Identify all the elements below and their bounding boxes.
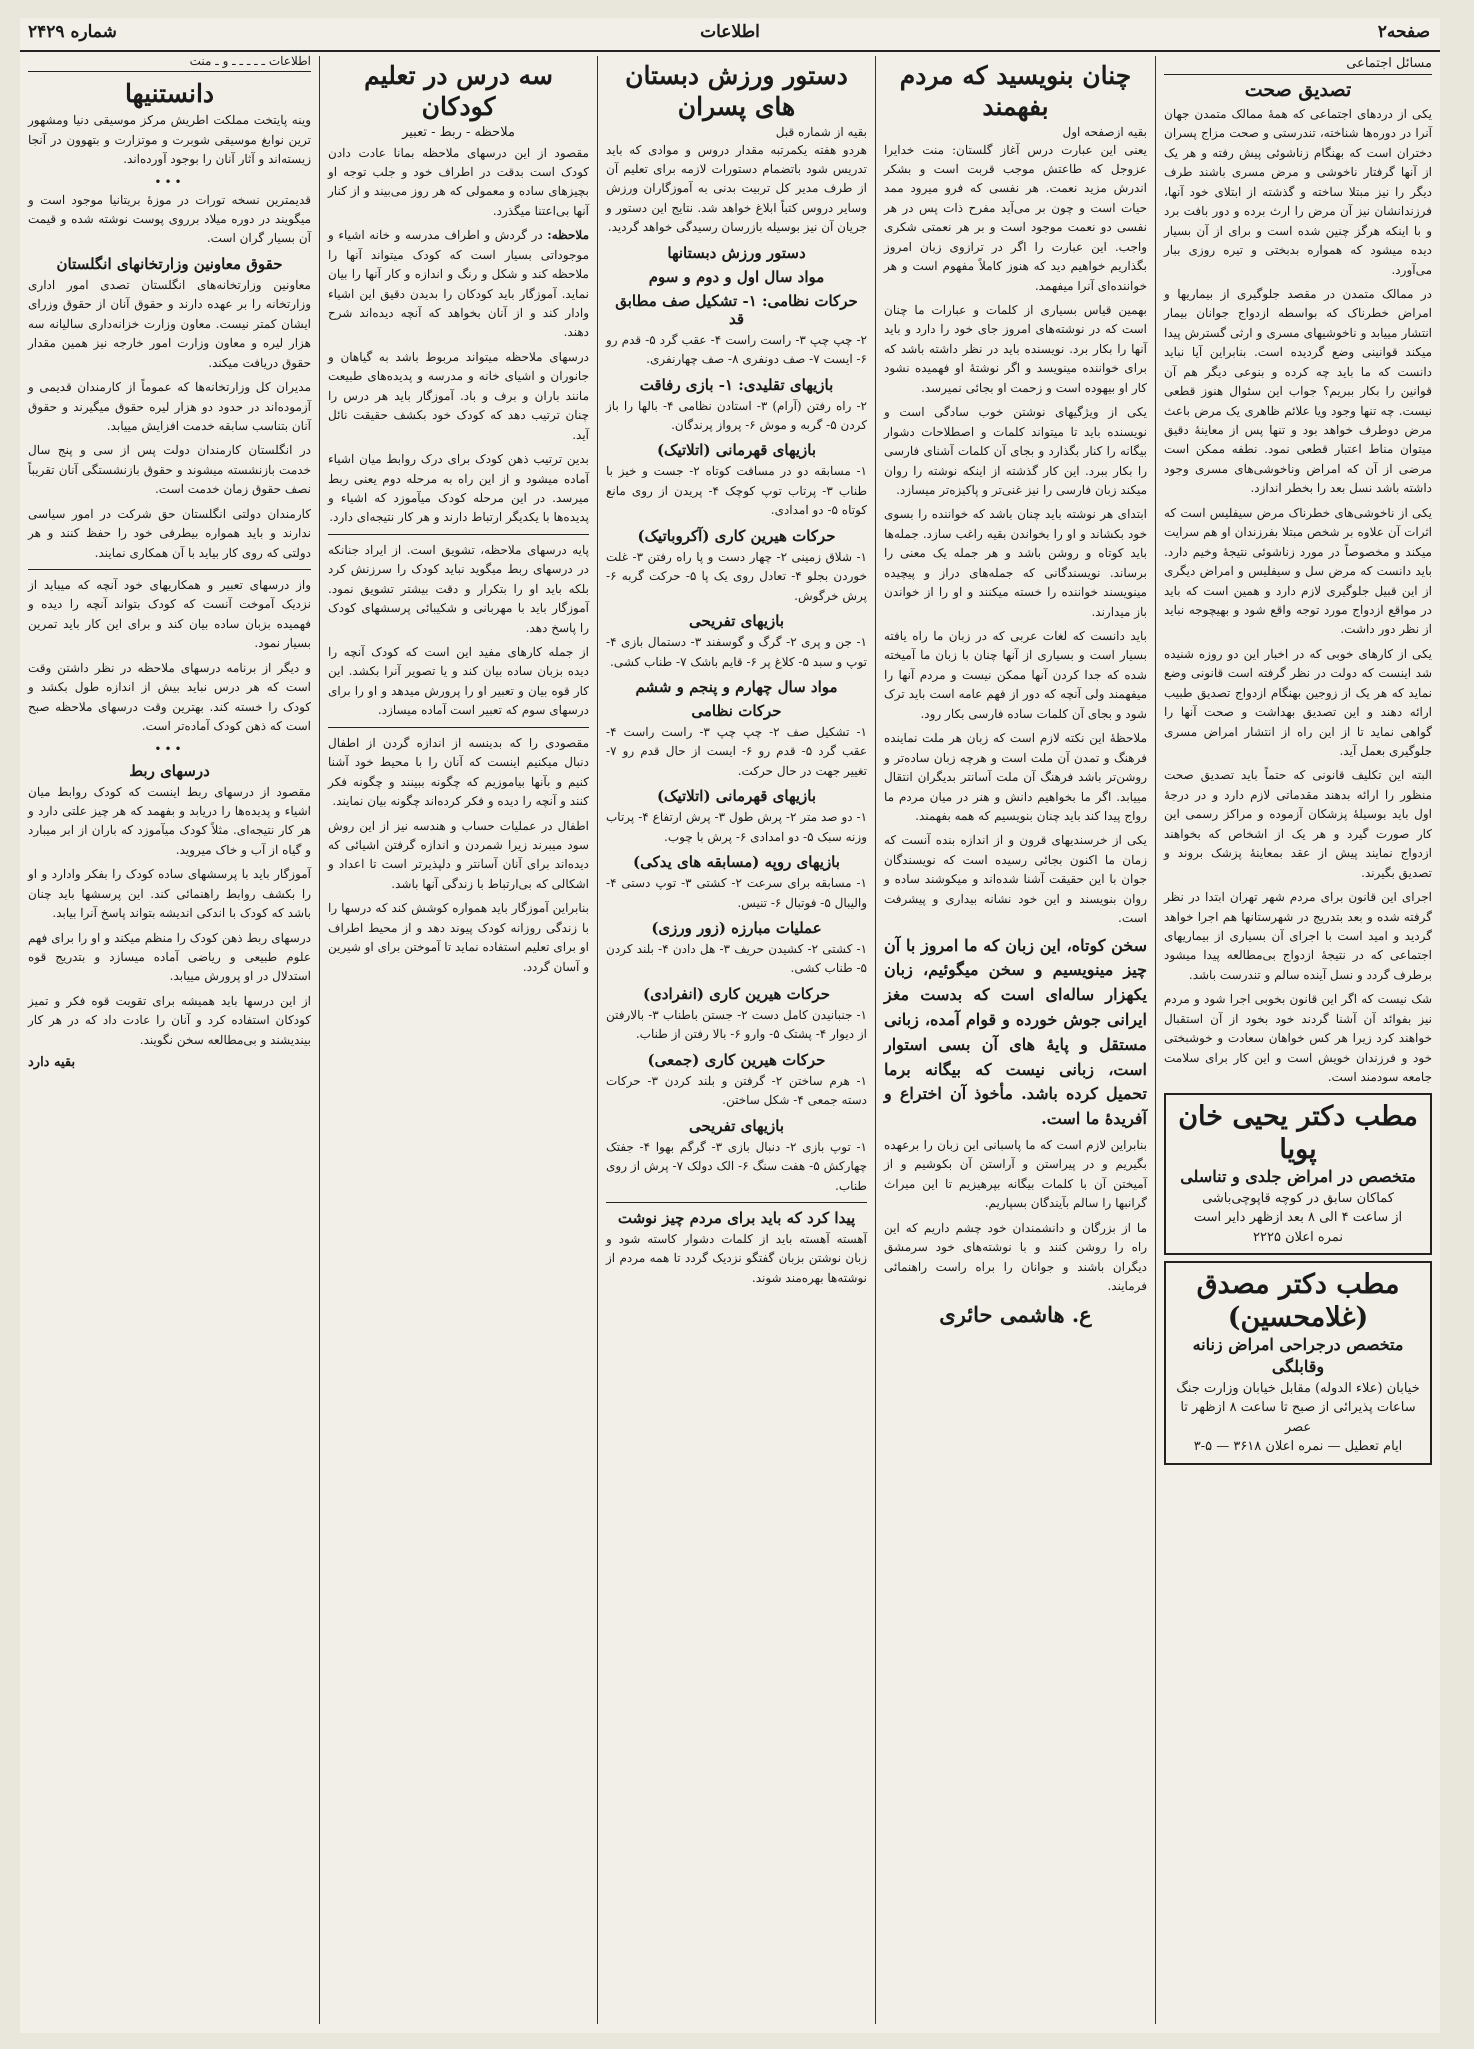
article-paragraph: ۱- مسابقه دو در مسافت کوتاه ۲- جست و خیز با طناب ۳- پرتاب توپ کوچک ۴- پریدن از روی مانع کوتاه ۵- دو امدادی. [606, 464, 867, 518]
article-title: دانستنیها [124, 79, 215, 108]
section-heading: پیدا کرد که باید برای مردم چیز نوشت [617, 1208, 856, 1227]
ad-specialty: متخصص درجراحی امراض زنانه وقابلگی [1192, 1334, 1404, 1377]
column-health-certificate [1156, 54, 1440, 2029]
article-paragraph: پایه درسهای ملاحظه، تشویق است. از ایراد جنانکه در درسهای ربط میگوید نباید کودک را سرزنش کرد بلکه باید او را بتکرار و دقت بیشتر تشویق نمود. آموزگار باید با مهربانی و شکیبائی پرسشهای کودک را پاسخ دهد. [328, 542, 589, 635]
section-heading: عملیات مبارزه (زور ورزی) [651, 919, 822, 937]
separator-mark: ••• [154, 741, 185, 756]
divider [328, 534, 589, 535]
article-paragraph: بنابراین لازم است که ما پاسبانی این زبان را برعهده بگیریم و در پیراستن و آراستن آن بکوشیم و از آمیختن آن با کلمات بیگانه بپرهیزیم تا این میراث گرانبها را سالم بآیندگان بسپاریم. [884, 1137, 1147, 1211]
article-paragraph: مقصودی را که بدینسه از اندازه گردن از اطفال دنبال میکنیم اینست که آنان را با محیط خود آشنا کنیم و بآنها بیاموزیم که چگونه ببینند و چگونه فکر کنند و آنچه را دیده و فکر کرده‌اند چگونه بیان نمایند. [328, 735, 589, 809]
article-paragraph: مدیران کل وزارتخانه‌ها که عموماً از کارمندان قدیمی و آزموده‌اند در حدود دو هزار لیره حقوق میگیرند و حقوق آنان بتناسب سابقه خدمت افزایش مییابد. [28, 380, 311, 433]
ad-title: مطب دکتر مصدق (غلامحسین) [1196, 1269, 1400, 1333]
article-paragraph: کارمندان دولتی انگلستان حق شرکت در امور سیاسی ندارند و باید همواره بیطرفی خود را حفظ کنند و هر دولتی که روی کار بیاید با آن همکاری نمایند. [28, 506, 311, 560]
section-heading: درسهای ربط [129, 761, 210, 780]
article-paragraph: درسهای ربط ذهن کودک را منظم میکند و او را برای فهم علوم طبیعی و ریاضی آماده میسازد و بتدریج قوه استدلال در او پرورش مییابد. [28, 930, 311, 984]
article-paragraph: ۱- تشکیل صف ۲- چپ چپ ۳- راست راست ۴- عقب گرد ۵- قدم رو ۶- ایست از حال قدم رو ۷- تغییر جهت در حال حرکت. [606, 724, 867, 778]
article-paragraph: وینه پایتخت مملکت اطریش مرکز موسیقی دنیا ومشهور ترین نوابغ موسیقی شوبرت و موتزارت و بتهوون در آنجا زیسته‌اند و آثار آنان را بوجود آورده‌اند. [28, 113, 311, 167]
article-title: تصدیق صحت [1244, 79, 1352, 101]
section-heading: بازیهای قهرمانی (اتلاتیک) [656, 787, 817, 806]
article-paragraph: اطفال در عملیات حساب و هندسه نیز از این روش سود میبرند زیرا شمردن و اندازه گرفتن اشیائی که دیده‌اند برای آنان آسانتر و دلپذیرتر است تا اعداد و اشکالی که بی‌ارتباط با زندگی آنها باشد. [328, 818, 589, 891]
section-heading: حرکات نظامی [691, 701, 782, 720]
issue-number: شماره ۲۴۲۹ [28, 22, 117, 42]
article-paragraph: یعنی این عبارت درس آغاز گلستان: منت خدایرا عزوجل که طاعتش موجب قربت است و بشکر اندرش مزید نعمت. هر نفسی که فرو میرود ممد حیات است و چون بر می‌آید مفرح ذات پس در هر نفسی دو نعمت موجود است و بر هر نعمتی شکری واجب. این عبارت را اگر در ترازوی زبان امروز بگذاریم خواهیم دید که هنوز کاملاً مفهوم است و هر خواننده‌ای آنرا میفهمد. [884, 142, 1147, 293]
ad-address: کماکان سابق در کوچه قاپوچی‌باشی [1202, 1190, 1394, 1206]
article-paragraph: ۱- جنبانیدن کامل دست ۲- جستن باطناب ۳- بالارفتن از دیوار ۴- پشتک ۵- وارو ۶- بالا رفتن از طناب. [606, 1007, 867, 1042]
ad-address: خیابان (علاء الدوله) مقابل خیابان وزارت جنگ [1176, 1380, 1420, 1396]
lead-word: ملاحظه: [547, 228, 589, 243]
newspaper-name: اطلاعات [700, 22, 760, 42]
article-paragraph: ۱- توپ بازی ۲- دنبال بازی ۳- گرگم بهوا ۴- جفتک چهارکش ۵- هفت سنگ ۶- الک دولک ۷- پرش از روی طناب. [606, 1139, 868, 1193]
continued-from: بقیه از شماره قبل [775, 124, 867, 139]
section-heading: بازیهای تفریحی [688, 1116, 784, 1135]
article-paragraph: قدیمترین نسخه تورات در موزهٔ بریتانیا موجود است و میگویند در دوره میلاد برروی پوست نوشته شده و قیمت آن بسیار گران است. [28, 192, 311, 246]
article-paragraph: آموزگار باید با پرسشهای ساده کودک را بفکر وادارد و او را بکشف روابط راهنمائی کند. این پرسشها باید چنان باشد که کودک با اندکی اندیشه بتواند پاسخ آنرا بیابد. [28, 867, 311, 921]
section-heading: حقوق معاونین وزارتخانهای انگلستان [56, 254, 283, 273]
section-heading: بازیهای تفریحی [688, 612, 784, 631]
author-signature: ع. هاشمی حائری [939, 1302, 1092, 1328]
ad-title: مطب دکتر یحیی خان پویا [1178, 1101, 1418, 1165]
article-paragraph: ۲- چپ چپ ۳- راست راست ۴- عقب گرد ۵- قدم رو ۶- ایست ۷- صف دونفری ۸- صف چهارنفری. [606, 332, 867, 367]
article-paragraph: هردو هفته یکمرتبه مقدار دروس و موادی که باید تدریس شود باتضمام دستورات لازمه برای تعلیم آن از طرف مدیر کل تربیت بدنی به آموزگاران ورزش وسایر دروس کتباً ابلاغ خواهد شد. نتایج این دستور و جریان آن نیز بوسیله بازرسان رسیدگی خواهد گردید. [606, 142, 867, 235]
section-kicker: اطلاعات ـ ـ ـ ـ ـ و ـ منت [28, 54, 311, 72]
article-paragraph: یکی از کارهای خوبی که در اخبار این دو روزه شنیده شد اینست که دولت در نظر گرفته است قانونی وضع نماید که هر یک از زوجین بهنگام ازدواج تصدیق طبیب ارائه دهند و این تصدیق بهداشت و صحت آنها را گواهی نماید تا از این راه از انتشار امراض مسری جلوگیری بعمل آید. [1164, 646, 1432, 758]
article-paragraph: معاونین وزارتخانه‌های انگلستان تصدی امور اداری وزارتخانه را بر عهده دارند و حقوق آنان از حقوق وزرای ایشان کمتر نیست. معاون وزارت خزانه‌داری سالیانه سه هزار لیره و معاون وزارت امور خارجه نیز همین مقدار حقوق دریافت میکند. [28, 277, 311, 370]
article-paragraph: از این درسها باید همیشه برای تقویت قوه فکر و تمیز کودکان استفاده کرد و آنان را عادت داد که در هر کار بیندیشند و بی‌مطالعه سخن نگویند. [28, 993, 311, 1047]
separator-mark: ••• [154, 174, 185, 189]
section-heading: بازیهای تقلیدی: ۱- بازی رفاقت [639, 375, 834, 394]
article-paragraph: واز درسهای تعبیر و همکاریهای خود آنچه که میباید از نزدیک آموخت آنست که کودک بتواند آنچه را دیده و فهمیده بزبان ساده بیان کند و برای این کار باید تمرین بسیار نمود. [28, 578, 311, 651]
masthead [20, 18, 1440, 52]
article-paragraph: مقصود از درسهای ربط اینست که کودک روابط میان اشیاء و پدیده‌ها را دریابد و بفهمد که هر چیز علتی دارد و هر کار نتیجه‌ای. مثلاً کودک میآموزد که باران از ابر میبارد و گیاه از آب و خاک میروید. [28, 784, 311, 857]
section-heading: حرکات نظامی: ۱- تشکیل صف مطابق قد [615, 291, 858, 328]
advertisement-pouya [1164, 1093, 1432, 1255]
section-heading: بازیهای روپه (مسابقه های یدکی) [633, 853, 840, 872]
ad-hours: ساعات پذیرائی از صبح تا ساعت ۸ ازظهر تا عصر [1180, 1400, 1416, 1435]
article-paragraph: ما از بزرگان و دانشمندان خود چشم داریم که این راه را روشن کنند و با نوشته‌های خود سرمشق دیگران باشند و جوانان را براه راست راهنمائی فرمایند. [884, 1220, 1147, 1293]
article-paragraph: یکی از دردهای اجتماعی که همهٔ ممالک متمدن جهان آنرا در دوره‌ها شناخته، تندرستی و صحت مزاج پسران دختران است که بهنگام زناشوئی پیش رفته و هر یک از آنها گرفتار ناخوشی و مرض مسری باشند طرف دیگر را نیز مبتلا ساخته و گذشته از ابتلای خود آنها، فرزندانشان نیز آن مرض را ارث برده و دور بافت برد و با اینکه هرگز چنین شده است و برای از آن بسیار دیده میشود که همواره بدبختی و تیره روزی ببار می‌آورد. [1164, 107, 1432, 277]
divider [328, 727, 589, 728]
article-subtitle: ملاحظه - ربط - تعبیر [402, 124, 515, 140]
advertisement-mosaddegh [1164, 1261, 1432, 1465]
column-sports-curriculum [598, 54, 875, 2029]
article-title: سه درس در تعلیم کودکان [364, 61, 553, 122]
section-heading: دستور ورزش دبستانها [667, 243, 806, 262]
article-paragraph: یکی از خرسندیهای قرون و از اندازه بنده آنست که زمان ما اکنون بجائی رسیده است که نویسندگان جوان با این حقیقت آشنا شده‌اند و میکوشند ساده و روان بنویسند و این خود نشانه بیداری و پیشرفت است. [884, 833, 1147, 926]
continued-from: بقیه ازصفحه اول [1062, 124, 1147, 139]
column-write-clearly [876, 54, 1155, 2029]
article-paragraph: بنابراین آموزگار باید همواره کوشش کند که درسها را با زندگی روزانه کودک پیوند دهد و از محیط اطراف او برای تعلیم استفاده نماید تا آموختن برای او شیرین و آسان گردد. [328, 901, 589, 974]
article-paragraph: آهسته آهسته باید از کلمات دشوار کاسته شود و زبان نوشتن بزبان گفتگو نزدیک گردد تا همه مردم از نوشته‌ها بهره‌مند شوند. [606, 1231, 867, 1285]
article-paragraph: ۱- هرم ساختن ۲- گرفتن و بلند کردن ۳- حرکات دسته جمعی ۴- شکل ساختن. [606, 1073, 867, 1108]
article-paragraph: ۱- کشتی ۲- کشیدن حریف ۳- هل دادن ۴- بلند کردن ۵- طناب کشی. [606, 942, 868, 976]
section-heading: حرکات هیرین کاری (آکروباتیک) [637, 526, 836, 545]
page-number: صفحه۲ [1377, 22, 1430, 42]
article-paragraph: مقصود از این درسهای ملاحظه بمانا عادت دادن کودک است بدقت در اطراف خود و جلب توجه او بچیزهای ساده و معمولی که هر روز می‌بیند و از کنار آنها بی‌اعتنا میگذرد. [328, 145, 589, 218]
article-paragraph: و دیگر از برنامه درسهای ملاحظه در نظر داشتن وقت است که هر درس نباید بیش از اندازه طول بکشد و کودک را خسته کند. بهترین وقت درسهای ملاحظه صبح است که ذهن کودک آماده‌تر است. [28, 660, 311, 734]
article-paragraph: یکی از ناخوشی‌های خطرناک مرض سیفلیس است که اثرات آن علاوه بر شخص مبتلا بفرزندان او هم سرایت میکند و مخصوصاً در مورد زناشوئی نتیجهٔ وخیم دارد. باید دانست که مرض سل و سیفلیس و امراض دیگری از این قبیل جلوگیری لازم دارد و همین است که باید در مواقع ازدواج مورد توجه واقع شود و بهیچوجه نباید از نظر دور داشت. [1164, 505, 1432, 637]
paragraph-text: در گردش و اطراف مدرسه و خانه اشیاء و موجوداتی بسیار است که کودک میتواند آنها را ملاحظه کند و شکل و رنگ و اندازه و کار آنها را بیان نماید. آموزگار باید کودکان را بدیدن دقیق این اشیاء وادار کند و از آنان بخواهد که آنچه دیده‌اند شرح دهند. [328, 228, 589, 340]
article-paragraph: ۱- دو صد متر ۲- پرش طول ۳- پرش ارتفاع ۴- پرتاب وزنه سبک ۵- دو امدادی ۶- پرش با چوب. [606, 810, 868, 844]
article-paragraph: در ممالک متمدن در مقصد جلوگیری از بیماریها و امراض خطرناک که بواسطه ازدواج جوانان بیمار انتشار مییابد و ناخوشیهای مسری و ارثی گسترش پیدا میکند قوانینی وضع گردیده است. بنابراین آیا نباید دانست که ما باید چه کرده و بنوعی دیگر هم آن قوانین را بکار ببریم؟ جواب این سئوال هنوز قطعی نیست. چه تنها وجود ویا علائم ظاهری یک مرض باعث مرض دوطرف خواهد بود و تنها پس از معاینهٔ دقیق میتوان مناط اعتبار قطعی نمود. نطفه ممکن است مرضی از آن که امراض وناخوشی‌های مسری وجود داشته باشد نسل بعد را بخطر اندازد. [1164, 286, 1432, 496]
article-paragraph: البته این تکلیف قانونی که حتماً باید تصدیق صحت منظور را ارائه بدهند مقدماتی لازم دارد و در درجهٔ اول باید بوسیلهٔ پزشکان آزموده و مراکز رسمی این کار صورت گیرد و هر یک از اشخاص که بخواهند ازدواج نمایند پیش از عقد بمعاینهٔ پزشک بروند و تصدیق بگیرند. [1164, 768, 1432, 880]
article-paragraph: شک نیست که اگر این قانون بخوبی اجرا شود و مردم نیز بفوائد آن آشنا گردند خود بخود از آن استقبال خواهند کرد زیرا هر کس خواهان سعادت و خوشبختی خود و فرزندان خویش است و این کار برای سلامت جامعه سودمند است. [1164, 992, 1432, 1084]
article-paragraph: از جمله کارهای مفید این است که کودک آنچه را دیده بزبان ساده بیان کند و یا تصویر آنرا بکشد. این کار قوه بیان و تعبیر او را پرورش میدهد و او را برای درسهای سوم که تعبیر است آماده میسازد. [328, 645, 589, 718]
divider [606, 1202, 867, 1203]
article-paragraph: ملاحظهٔ این نکته لازم است که زبان هر ملت نماینده فرهنگ و تمدن آن ملت است و هرچه زبان ساده‌تر و روشن‌تر باشد فرهنگ آن ملت آسانتر بدیگران انتقال مییابد. اگر ما بخواهیم دانش و هنر در میان مردم ما رواج پیدا کند باید چنان بنویسیم که همه بفهمند. [884, 731, 1147, 823]
section-heading: مواد سال چهارم و پنجم و ششم [635, 677, 838, 696]
divider [28, 569, 311, 570]
section-heading: مواد سال اول و دوم و سوم [648, 267, 825, 286]
article-paragraph: بدین ترتیب ذهن کودک برای درک روابط میان اشیاء آماده میشود و از این راه به مرحله دوم یعنی ربط میرسد. در این مرحله کودک میآموزد که اشیاء و پدیده‌ها با یکدیگر ارتباط دارند و هر کار نتیجه‌ای دارد. [328, 452, 589, 525]
article-paragraph: ۱- شلاق زمینی ۲- چهار دست و پا راه رفتن ۳- غلت خوردن بجلو ۴- تعادل روی یک پا ۵- حرکت گربه ۶- پرش خرگوش. [606, 549, 867, 603]
column-miscellany [20, 54, 319, 2029]
article-paragraph: ابتدای هر نوشته باید چنان باشد که خواننده را بسوی خود بکشاند و او را بخواندن بقیه راغب سازد. جمله‌ها باید کوتاه و روشن باشد و هر جمله یک معنی را برساند. نویسندگانی که جمله‌های دراز و پیچیده مینویسند خواننده را خسته میکنند و او را از خواندن باز میدارند. [884, 507, 1147, 619]
ad-specialty: متخصص در امراض جلدی و تناسلی [1180, 1167, 1416, 1187]
article-paragraph: ۲- راه رفتن (آرام) ۳- استادن نظامی ۴- بالها را باز کردن ۵- گربه و موش ۶- پرواز پرندگان. [606, 398, 867, 432]
ad-number: نمره اعلان ۲۲۲۵ [1253, 1229, 1343, 1245]
article-paragraph: اجرای این قانون برای مردم شهر تهران ابتدا در نظر گرفته شده و بعد بتدریج در شهرستانها هم اجرا خواهد گردید و امید است با اجرای آن بسیاری از بیماریهای اجتماعی که در نتیجهٔ ازدواج بی‌مطالعه پیدا میشود برطرف گردد و نسل آینده سالم و تندرست باشد. [1164, 890, 1432, 982]
section-heading: حرکات هیرین کاری (جمعی) [647, 1050, 826, 1069]
ad-number: ایام تعطیل — نمره اعلان ۳۶۱۸ — ۵-۳ [1193, 1439, 1403, 1455]
article-paragraph: بهمین قیاس بسیاری از کلمات و عبارات ما چنان است که در نوشته‌های امروز جای خود را دارد و باید آنها را بکار برد. نویسنده باید در نظر داشته باشد که برای خواننده مینویسد و اگر نوشتهٔ او فهمیده نشود کار او بیهوده است و زحمت او بجائی نمیرسد. [884, 303, 1147, 395]
article-paragraph: باید دانست که لغات عربی که در زبان ما راه یافته بسیار است و بسیاری از آنها چنان با زبان ما آمیخته شده که جدا کردن آنها ممکن نیست و مردم آنها را میفهمند ولی آنچه که دور از فهم عامه است باید ترک شود و بجای آن کلمات ساده فارسی بکار رود. [884, 629, 1147, 721]
ad-hours: از ساعت ۴ الی ۸ بعد ازظهر دایر است [1193, 1210, 1403, 1226]
section-heading: بازیهای قهرمانی (اتلاتیک) [656, 441, 817, 460]
to-be-continued: بقیه دارد [28, 1055, 76, 1071]
section-kicker: مسائل اجتماعی [1164, 56, 1432, 75]
article-paragraph: یکی از ویژگیهای نوشتن خوب سادگی است و نویسنده باید تا میتواند کلمات و اصطلاحات دشوار بیگانه را کنار بگذارد و بجای آن کلمات آشنای فارسی را بکار ببرد. این کار گذشته از اینکه نوشته را روان میکند زبان فارسی را نیز غنی‌تر و پاکیزه‌تر میسازد. [884, 405, 1147, 497]
article-title: چنان بنویسید که مردم بفهمند [899, 61, 1132, 122]
article-paragraph: درسهای ملاحظه میتواند مربوط باشد به گیاهان و جانوران و اشیای خانه و مدرسه و پدیده‌های طبیعت مانند باران و برف و باد. آموزگار باید هر درس را چنان ترتیب دهد که کودک خود بکشف حقیقت نائل آید. [328, 349, 589, 442]
article-title: دستور ورزش دبستان های پسران [625, 61, 848, 122]
article-paragraph: ۱- جن و پری ۲- گرگ و گوسفند ۳- دستمال بازی ۴- توپ و سبد ۵- کلاغ پر ۶- قایم باشک ۷- طناب کشی. [606, 635, 867, 669]
newspaper-page [20, 18, 1440, 2033]
article-paragraph [328, 226, 589, 343]
column-teaching-children [320, 54, 597, 2029]
section-heading: حرکات هیرین کاری (انفرادی) [642, 984, 831, 1003]
emphasized-paragraph: سخن کوتاه، این زبان که ما امروز با آن چیز مینویسیم و سخن میگوئیم، زبان یکهزار ساله‌ای است که بدست مغز ایرانی جوش خورده و قوام آمده، زبانی مستقل و پایهٔ های آن بسی استوار است، زبانی نیست که بیگانه برما تحمیل کرده باشد. مأخوذ آن اختراع و آفریدهٔ ما است. [884, 935, 1147, 1129]
article-paragraph: ۱- مسابقه برای سرعت ۲- کشتی ۳- توپ دستی ۴- والیبال ۵- فوتبال ۶- تنیس. [606, 876, 867, 910]
article-paragraph: در انگلستان کارمندان دولت پس از سی و پنج سال خدمت بازنشسته میشوند و حقوق بازنشستگی آنان تقریباً نصف حقوق زمان خدمت است. [28, 443, 311, 497]
